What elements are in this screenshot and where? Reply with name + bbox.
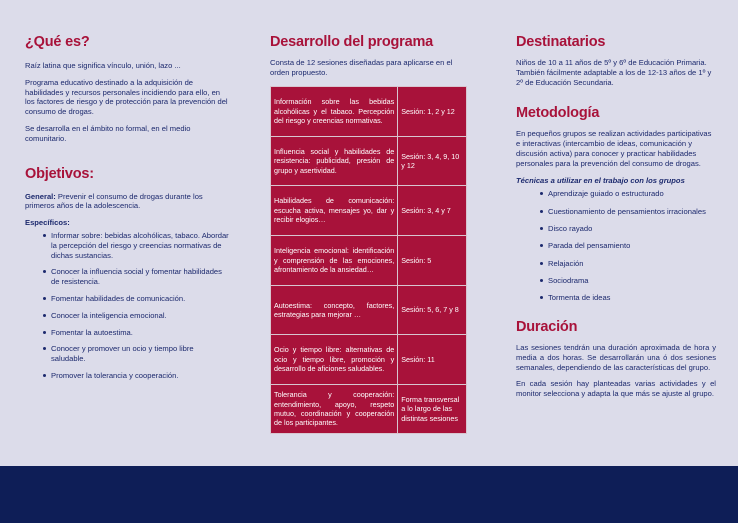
right-column: [516, 0, 716, 406]
table-cell-desc: Información sobre las bebidas alcohólicas y el tabaco. Percepción del riesgo y creencias normativas.: [271, 87, 398, 137]
list-item: Tormenta de ideas: [540, 293, 716, 303]
que-es-p3: Se desarrolla en el ámbito no formal, en el medio comunitario.: [25, 123, 191, 143]
destinatarios-title: Destinatarios: [516, 34, 606, 50]
list-item: Fomentar habilidades de comunicación.: [43, 294, 230, 304]
que-es-title: ¿Qué es?: [25, 34, 90, 50]
desarrollo-intro: Consta de 12 sesiones diseñadas para aplicarse en el orden propuesto.: [270, 58, 453, 77]
table-cell-desc: Tolerancia y cooperación: entendimiento, apoyo, respeto mutuo, coordinación y cooperación de los participantes.: [271, 385, 398, 434]
table-cell-desc: Ocio y tiempo libre: alternativas de ocio y tiempo libre, promoción y desarrollo de aficiones saludables.: [271, 335, 398, 385]
objetivos-title: Objetivos:: [25, 165, 94, 182]
table-cell-desc: Autoestima: concepto, factores, estrategias para mejorar …: [271, 286, 398, 335]
especificos-label: Específicos:: [25, 218, 70, 228]
table-cell-sessions: Sesión: 5, 6, 7 y 8: [398, 286, 467, 335]
table-row: [271, 137, 467, 186]
list-item: Cuestionamiento de pensamientos irracionales: [540, 207, 716, 217]
duracion-p1: Las sesiones tendrán una duración aproximada de hora y media a dos horas. Se desarrollarán una ó dos sesiones semanales, dependiendo de las características del grupo.: [516, 342, 716, 372]
duracion-title: Duración: [516, 318, 578, 335]
metodologia-title: Metodología: [516, 105, 600, 122]
list-item: Conocer y promover un ocio y tiempo libre saludable.: [43, 344, 230, 364]
objetivos-list: [43, 231, 230, 381]
list-item: Aprendizaje guiado o estructurado: [540, 189, 716, 199]
table-cell-sessions: Forma transversal a lo largo de las distintas sesiones: [398, 385, 467, 434]
table-row: [271, 286, 467, 335]
tecnicas-list: [540, 189, 716, 303]
table-row: [271, 335, 467, 385]
table-cell-sessions: Sesión: 1, 2 y 12: [398, 87, 467, 137]
list-item: Informar sobre: bebidas alcohólicas, tabaco. Abordar la percepción del riesgo y creencias normativas de dichas sustancias.: [43, 231, 230, 260]
duracion-p2: En cada sesión hay planteadas varias actividades y el monitor selecciona y adapta la que más se ajuste al grupo.: [516, 379, 716, 399]
list-item: Fomentar la autoestima.: [43, 328, 230, 338]
list-item: Sociodrama: [540, 276, 716, 286]
table-cell-desc: Influencia social y habilidades de resistencia: publicidad, presión de grupo y asertividad.: [271, 137, 398, 186]
metodologia-text: En pequeños grupos se realizan actividades participativas e interactivas (intercambio de ideas, comunicación y discusión activa) para conocer y practicar habilidades personales para la prevención del consumo de drogas.: [516, 129, 712, 168]
list-item: Parada del pensamiento: [540, 241, 716, 251]
table-row: [271, 385, 467, 434]
table-row: [271, 236, 467, 286]
tecnicas-label: Técnicas a utilizar en el trabajo con los grupos: [516, 175, 685, 185]
table-row: [271, 186, 467, 236]
left-column: [25, 0, 230, 388]
table-cell-sessions: Sesión: 3, 4 y 7: [398, 186, 467, 236]
list-item: Conocer la inteligencia emocional.: [43, 311, 230, 321]
table-row: [271, 87, 467, 137]
objetivos-general: [25, 192, 230, 212]
list-item: Promover la tolerancia y cooperación.: [43, 371, 230, 381]
table-cell-desc: Habilidades de comunicación: escucha activa, mensajes yo, dar y recibir elogios…: [271, 186, 398, 236]
list-item: Relajación: [540, 259, 716, 269]
table-cell-desc: Inteligencia emocional: identificación y comprensión de las emociones, afrontamiento de la ansiedad…: [271, 236, 398, 286]
list-item: Conocer la influencia social y fomentar habilidades de resistencia.: [43, 267, 230, 287]
table-cell-sessions: Sesión: 5: [398, 236, 467, 286]
desarrollo-title: Desarrollo del programa: [270, 34, 434, 50]
table-cell-sessions: Sesión: 11: [398, 335, 467, 385]
table-cell-sessions: Sesión: 3, 4, 9, 10 y 12: [398, 137, 467, 186]
sessions-table: [270, 86, 467, 434]
list-item: Disco rayado: [540, 224, 716, 234]
que-es-p2: Programa educativo destinado a la adquisición de habilidades y recursos personales incidiendo para ello, en los factores de riesgo y de protección para la prevención del consumo de drogas.: [25, 77, 228, 117]
footer-band: [0, 466, 738, 523]
middle-column: [270, 0, 470, 85]
que-es-p1: Raíz latina que significa vínculo, unión, lazo ...: [25, 61, 181, 70]
general-text: Prevenir el consumo de drogas durante los primeros años de la adolescencia.: [25, 191, 203, 211]
general-label: General:: [25, 191, 56, 201]
destinatarios-text: Niños de 10 a 11 años de 5º y 6º de Educación Primaria. También fácilmente adaptable a los de 12-13 años de 1º y 2º de Educación Secundaria.: [516, 58, 712, 87]
